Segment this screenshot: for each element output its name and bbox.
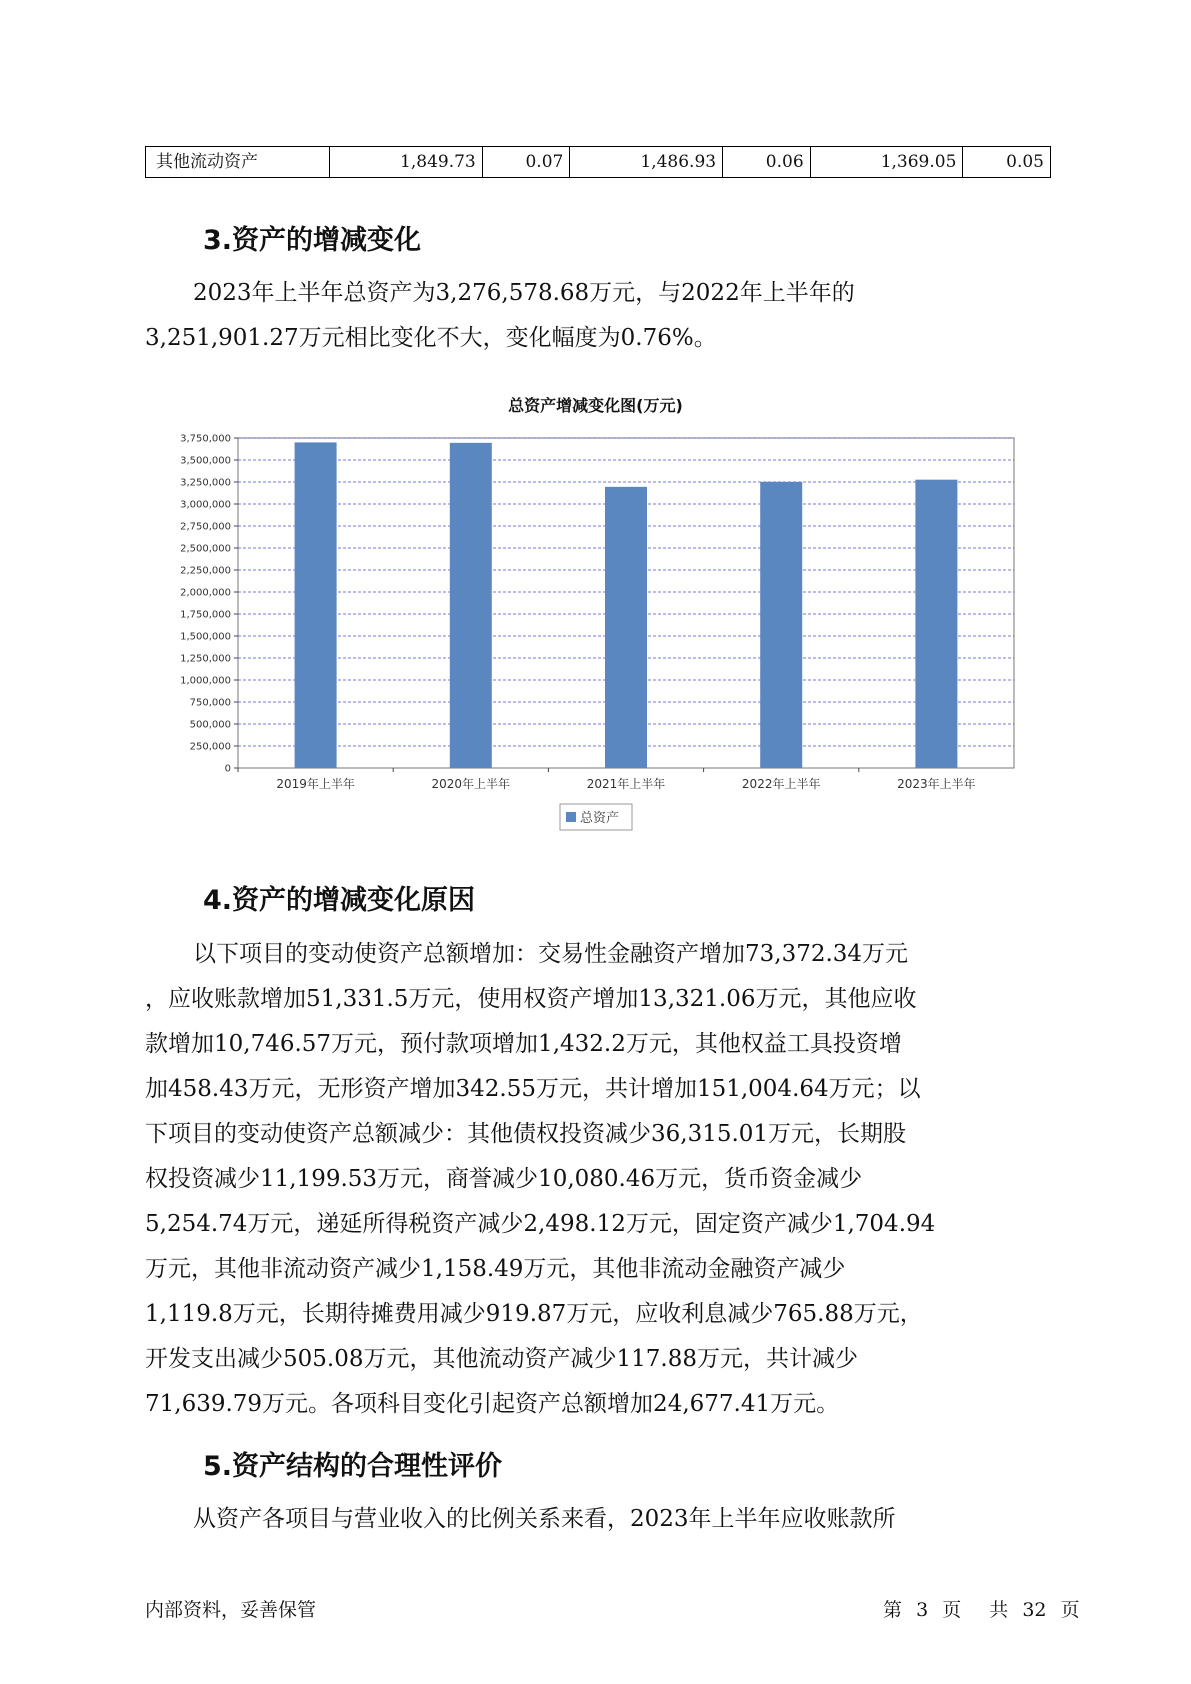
asset-table [145,146,1051,178]
page-suffix: 页 [942,1599,962,1621]
table-cell-value: 0.05 [963,147,1051,178]
y-tick-label: 750,000 [189,697,231,709]
total-suffix: 页 [1060,1599,1080,1621]
paragraph-line: 开发支出减少505.08万元，其他流动资产减少117.88万元，共计减少 [145,1346,858,1372]
paragraph-line: 款增加10,746.57万元，预付款项增加1,432.2万元，其他权益工具投资增 [145,1031,902,1057]
y-tick-label: 3,750,000 [180,433,231,445]
paragraph-line: 2023年上半年总资产为3,276,578.68万元，与2022年上半年的 [193,280,855,306]
table-cell-item-name: 其他流动资产 [146,147,330,178]
x-tick-label: 2020年上半年 [431,777,511,791]
y-tick-label: 0 [224,763,231,775]
y-tick-label: 1,750,000 [180,609,231,621]
bar-2022年上半年 [760,482,802,768]
table-cell-value: 1,369.05 [810,147,963,178]
y-tick-label: 1,500,000 [180,631,231,643]
y-tick-label: 1,250,000 [180,653,231,665]
y-tick-label: 3,000,000 [180,499,231,511]
paragraph-line: ，应收账款增加51,331.5万元，使用权资产增加13,321.06万元，其他应收 [145,986,917,1012]
y-tick-label: 250,000 [189,741,231,753]
section-heading-change-reasons: 4.资产的增减变化原因 [203,885,476,916]
bar-2021年上半年 [605,487,647,768]
paragraph-change-reasons [145,932,1057,1427]
section-heading-asset-change: 3.资产的增减变化 [203,225,422,256]
y-tick-label: 3,250,000 [180,477,231,489]
y-tick-label: 500,000 [189,719,231,731]
page-prefix: 第 [883,1599,903,1621]
legend-label: 总资产 [580,811,620,826]
x-tick-label: 2021年上半年 [586,777,666,791]
current-page: 3 [916,1599,929,1621]
paragraph-line: 加458.43万元，无形资产增加342.55万元，共计增加151,004.64万元；以 [145,1076,921,1102]
total-prefix: 共 [989,1599,1009,1621]
bar-2020年上半年 [450,443,492,768]
legend-swatch [566,812,576,822]
table-row [146,147,1051,178]
table-cell-value: 1,849.73 [330,147,483,178]
bar-2019年上半年 [295,442,337,768]
paragraph-line: 下项目的变动使资产总额减少：其他债权投资减少36,315.01万元，长期股 [145,1121,907,1147]
paragraph-line: 权投资减少11,199.53万元，商誉减少10,080.46万元，货币资金减少 [145,1166,863,1192]
x-tick-label: 2022年上半年 [741,777,821,791]
y-tick-label: 2,000,000 [180,587,231,599]
table-cell-value: 0.07 [482,147,570,178]
paragraph-line: 3,251,901.27万元相比变化不大，变化幅度为0.76%。 [145,325,717,351]
paragraph-line: 以下项目的变动使资产总额增加：交易性金融资产增加73,372.34万元 [193,941,909,967]
bar-2023年上半年 [915,480,957,768]
x-tick-label: 2023年上半年 [897,777,976,791]
y-tick-label: 1,000,000 [180,675,231,687]
paragraph-line: 万元，其他非流动资产减少1,158.49万元，其他非流动金融资产减少 [145,1256,846,1282]
paragraph-structure-evaluation [145,1497,1057,1542]
y-tick-label: 2,500,000 [180,543,231,555]
chart-title: 总资产增减变化图(万元) [508,396,683,415]
x-tick-label: 2019年上半年 [276,777,355,791]
section-heading-structure-evaluation: 5.资产结构的合理性评价 [203,1451,503,1482]
y-tick-label: 3,500,000 [180,455,231,467]
paragraph-line: 5,254.74万元，递延所得税资产减少2,498.12万元，固定资产减少1,704.94 [145,1211,936,1237]
paragraph-line: 1,119.8万元，长期待摊费用减少919.87万元，应收利息减少765.88万元， [145,1301,923,1327]
footer-confidential-note: 内部资料，妥善保管 [145,1599,317,1621]
total-assets-bar-chart [160,428,1040,848]
total-pages: 32 [1022,1599,1047,1621]
paragraph-line: 从资产各项目与营业收入的比例关系来看，2023年上半年应收账款所 [193,1506,896,1532]
footer-page-number [883,1595,1080,1622]
paragraph-asset-change [145,271,1057,361]
y-tick-label: 2,750,000 [180,521,231,533]
table-cell-value: 1,486.93 [570,147,723,178]
table-cell-value: 0.06 [723,147,811,178]
paragraph-line: 71,639.79万元。各项科目变化引起资产总额增加24,677.41万元。 [145,1391,840,1417]
y-tick-label: 2,250,000 [180,565,231,577]
